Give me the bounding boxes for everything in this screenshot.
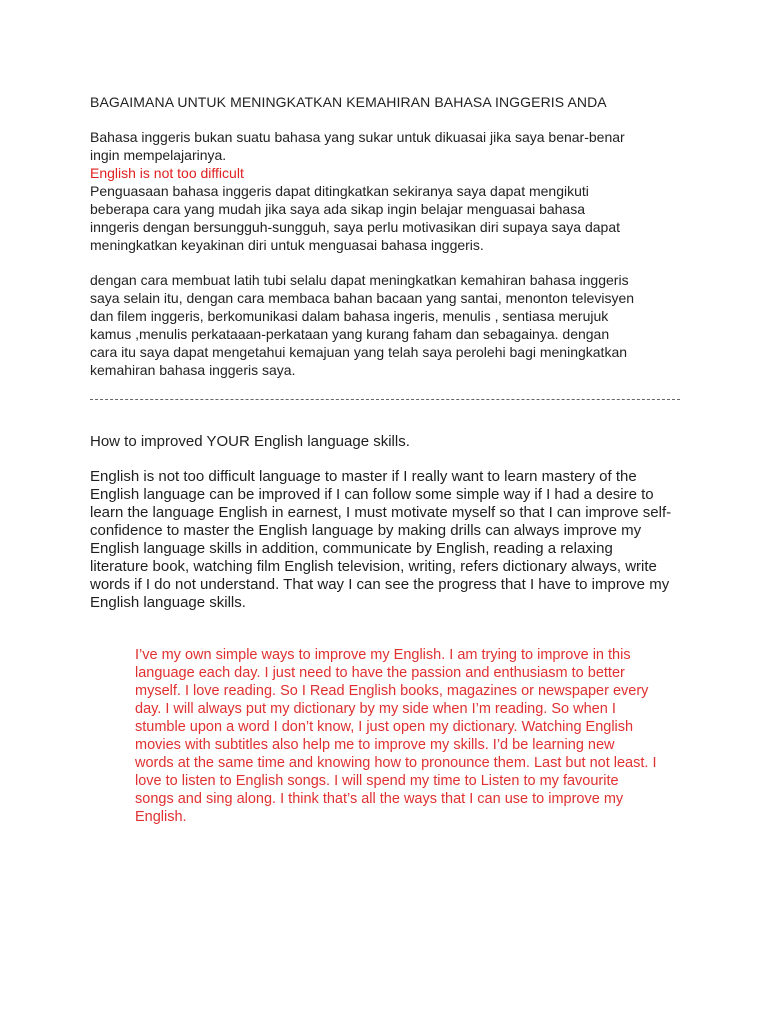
document-title: BAGAIMANA UNTUK MENINGKATKAN KEMAHIRAN BAHASA INGGERIS ANDA — [90, 94, 607, 110]
english-heading: How to improved YOUR English language skills. — [90, 433, 410, 450]
red-subheading: English is not too difficult — [90, 165, 244, 181]
english-paragraph: English is not too difficult language to master if I really want to learn mastery of the English language can be improved if I can follow some simple way if I had a desire to learn the language English in earnest, I must motivate myself so that I can improve self- confidence to master the English language by making drills can always improve my English language skills in addition, communicate by English, reading a relaxing literature book, watching film English television, writing, refers dictionary always, write words if I do not understand. That way I can see the progress that I have to improve my English language skills. — [90, 468, 672, 611]
malay-paragraph-methods: dengan cara membuat latih tubi selalu dapat meningkatkan kemahiran bahasa inggeris saya selain itu, dengan cara membaca bahan bacaan yang santai, menonton televisyen dan filem inggeris, berkomunikasi dalam bahasa ingeris, menulis , sentiasa merujuk kamus ,menulis perkataaan-perkataan yang kurang faham dan sebagainya. dengan cara itu saya dapat mengetahui kemajuan yang telah saya perolehi bagi meningkatkan kemahiran bahasa inggeris saya. — [90, 272, 635, 378]
dashed-divider — [90, 399, 680, 400]
red-personal-paragraph: I’ve my own simple ways to improve my English. I am trying to improve in this language each day. I just need to have the passion and enthusiasm to better myself. I love reading. So I Read English books, magazines or newspaper every day. I will always put my dictionary by my side when I’m reading. So when I stumble upon a word I don’t know, I just open my dictionary. Watching English movies with subtitles also help me to improve my skills. I’d be learning new words at the same time and knowing how to pronounce them. Last but not least. I love to listen to English songs. I will spend my time to Listen to my favourite songs and sing along. I think that’s all the ways that I can use to improve my English. — [135, 647, 657, 825]
malay-paragraph-intro: Bahasa inggeris bukan suatu bahasa yang sukar untuk dikuasai jika saya benar-benar ingin mempelajarinya. — [90, 129, 625, 163]
malay-paragraph-motivation: Penguasaan bahasa inggeris dapat ditingkatkan sekiranya saya dapat mengikuti beberapa cara yang mudah jika saya ada sikap ingin belajar menguasai bahasa inngeris dengan bersungguh-sungguh, saya perlu motivasikan diri supaya saya dapat meningkatkan keyakinan diri untuk menguasai bahasa inggeris. — [90, 183, 621, 253]
